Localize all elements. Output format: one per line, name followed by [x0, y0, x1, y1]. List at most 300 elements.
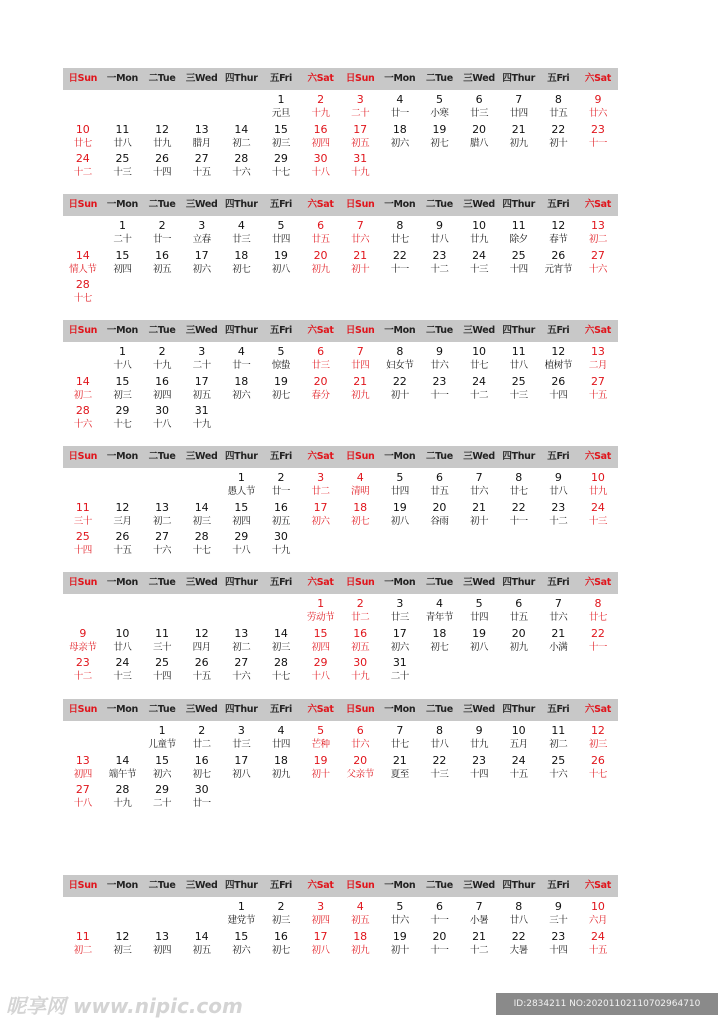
weekday-label: 三Wed — [463, 199, 495, 210]
day-number: 23 — [551, 500, 566, 514]
day-cell — [380, 724, 420, 754]
day-cell — [182, 724, 222, 754]
day-number: 14 — [234, 122, 249, 136]
lunar-label: 廿七 — [390, 739, 409, 750]
lunar-label: 廿一 — [271, 486, 291, 497]
day-cell — [103, 123, 143, 153]
lunar-label: 十五 — [192, 671, 211, 682]
day-cell — [182, 249, 222, 279]
day-number: 17 — [234, 753, 249, 767]
day-number: 3 — [396, 597, 404, 610]
day-number: 9 — [594, 93, 602, 106]
weekday-label: 一Mon — [384, 199, 416, 210]
day-cell — [182, 754, 222, 784]
day-cell — [499, 930, 539, 960]
empty-cell — [142, 900, 182, 930]
day-number: 21 — [551, 626, 566, 640]
weekday-label: 六Sat — [307, 704, 334, 715]
empty-cell — [103, 724, 143, 754]
day-cell — [459, 471, 499, 501]
day-cell — [420, 345, 460, 375]
month-block — [63, 572, 618, 686]
day-number: 1 — [237, 471, 245, 484]
day-number: 27 — [194, 152, 209, 165]
weekday-label: 日Sun — [68, 199, 98, 210]
lunar-label: 二十 — [113, 234, 132, 245]
day-number: 15 — [234, 929, 249, 943]
day-cell — [261, 656, 301, 686]
day-number: 7 — [475, 471, 483, 484]
weekday-label: 四Thur — [502, 451, 536, 462]
day-number: 26 — [155, 152, 170, 165]
lunar-label: 十三 — [113, 167, 132, 178]
day-cell — [182, 375, 222, 405]
weekday-label: 五Fri — [269, 577, 292, 588]
day-cell — [142, 219, 182, 249]
lunar-label: 十九 — [351, 671, 370, 682]
lunar-label: 初四 — [152, 944, 172, 956]
lunar-label: 十六 — [73, 419, 92, 430]
day-number: 31 — [392, 656, 407, 669]
day-number: 27 — [590, 374, 605, 388]
day-cell — [301, 627, 341, 657]
day-cell — [340, 900, 380, 930]
day-number: 17 — [313, 929, 328, 943]
day-number: 5 — [475, 597, 483, 610]
day-number: 4 — [237, 345, 245, 358]
lunar-label: 初五 — [271, 515, 291, 527]
day-grid — [63, 597, 618, 686]
lunar-label: 二十 — [351, 108, 370, 119]
day-number: 10 — [115, 626, 130, 640]
day-number: 8 — [396, 345, 404, 358]
lunar-label: 廿六 — [351, 739, 370, 750]
day-number: 10 — [472, 219, 487, 232]
day-number: 14 — [194, 929, 209, 943]
day-cell — [63, 123, 103, 153]
lunar-label: 十三 — [469, 263, 489, 275]
day-number: 15 — [273, 122, 288, 136]
day-cell — [222, 724, 262, 754]
lunar-label: 十二 — [469, 389, 489, 401]
month-block — [63, 699, 618, 813]
day-number: 22 — [590, 626, 605, 640]
lunar-label: 初十 — [469, 515, 489, 527]
day-cell — [301, 724, 341, 754]
day-cell — [142, 783, 182, 813]
lunar-label: 初二 — [152, 515, 172, 527]
day-cell — [539, 501, 579, 531]
lunar-label: 初五 — [192, 944, 211, 956]
day-number: 25 — [511, 248, 526, 262]
day-cell — [380, 930, 420, 960]
weekday-label: 一Mon — [384, 73, 416, 84]
day-number: 15 — [115, 374, 130, 388]
day-number: 15 — [155, 753, 170, 767]
lunar-label: 初四 — [73, 768, 92, 780]
day-cell — [222, 530, 262, 560]
day-number: 7 — [515, 93, 523, 106]
lunar-label: 初三 — [192, 515, 211, 527]
day-number: 21 — [392, 753, 407, 767]
day-cell — [459, 900, 499, 930]
lunar-label: 十三 — [509, 389, 528, 401]
day-number: 13 — [590, 345, 605, 358]
weekday-label: 六Sat — [584, 704, 611, 715]
weekday-label: 一Mon — [106, 577, 138, 588]
weekday-label: 三Wed — [185, 704, 218, 715]
day-number: 1 — [158, 724, 166, 737]
lunar-label: 十六 — [232, 167, 251, 178]
day-number: 6 — [435, 900, 443, 913]
day-cell — [63, 249, 103, 279]
day-number: 3 — [356, 93, 364, 106]
day-number: 9 — [435, 219, 443, 232]
day-grid — [63, 471, 618, 560]
day-cell — [261, 471, 301, 501]
day-cell — [63, 754, 103, 784]
empty-cell — [63, 597, 103, 627]
lunar-label: 十九 — [271, 545, 291, 556]
lunar-label: 初六 — [152, 768, 172, 780]
weekday-label: 四Thur — [502, 704, 536, 715]
day-number: 16 — [273, 500, 288, 514]
day-cell — [222, 930, 262, 960]
lunar-label: 廿三 — [232, 234, 251, 245]
day-cell — [301, 249, 341, 279]
day-cell — [261, 530, 301, 560]
day-number: 17 — [313, 500, 328, 514]
day-cell — [499, 471, 539, 501]
lunar-label: 廿八 — [549, 486, 568, 497]
day-number: 20 — [313, 374, 328, 388]
day-cell — [539, 93, 579, 123]
day-number: 16 — [273, 929, 288, 943]
lunar-label: 十八 — [152, 419, 172, 430]
day-number: 7 — [356, 345, 364, 358]
weekday-label: 六Sat — [584, 73, 611, 84]
weekday-label: 六Sat — [307, 880, 334, 891]
lunar-label: 四月 — [192, 641, 211, 653]
day-number: 24 — [511, 753, 526, 767]
day-number: 9 — [435, 345, 443, 358]
weekday-label: 三Wed — [185, 451, 218, 462]
lunar-label: 十五 — [113, 545, 132, 556]
weekday-label: 三Wed — [463, 73, 495, 84]
lunar-label: 廿九 — [152, 137, 172, 149]
day-number: 3 — [317, 471, 325, 484]
day-cell — [261, 627, 301, 657]
day-cell — [222, 249, 262, 279]
weekday-label: 五Fri — [269, 325, 292, 336]
day-number: 24 — [590, 500, 605, 514]
lunar-label: 十五 — [588, 389, 608, 401]
day-cell — [578, 597, 618, 627]
lunar-label: 初八 — [469, 641, 489, 653]
day-number: 24 — [115, 656, 130, 669]
lunar-label: 二十 — [390, 671, 409, 682]
weekday-label: 日Sun — [345, 704, 375, 715]
lunar-label: 十六 — [232, 671, 251, 682]
day-number: 27 — [75, 783, 90, 796]
lunar-label: 初七 — [430, 137, 449, 149]
lunar-label: 初十 — [390, 944, 409, 956]
weekday-header — [63, 699, 618, 721]
day-number: 9 — [554, 471, 562, 484]
lunar-label: 廿九 — [469, 234, 489, 245]
lunar-label: 廿八 — [113, 137, 132, 149]
lunar-label: 十一 — [509, 515, 528, 527]
lunar-label: 廿六 — [351, 234, 370, 245]
day-cell — [301, 754, 341, 784]
day-number: 23 — [432, 248, 447, 262]
day-cell — [103, 404, 143, 434]
day-number: 8 — [554, 93, 562, 106]
lunar-label: 十二 — [469, 944, 489, 956]
day-number: 4 — [237, 219, 245, 232]
lunar-label: 廿六 — [390, 915, 409, 926]
day-number: 30 — [313, 152, 328, 165]
lunar-label: 建党节 — [227, 915, 255, 926]
day-number: 11 — [511, 345, 526, 358]
day-number: 2 — [277, 471, 285, 484]
day-cell — [182, 627, 222, 657]
day-number: 23 — [432, 374, 447, 388]
lunar-label: 初三 — [113, 944, 132, 956]
day-number: 13 — [155, 500, 170, 514]
lunar-label: 十八 — [232, 545, 251, 556]
month-block — [63, 875, 618, 959]
day-cell — [103, 627, 143, 657]
lunar-label: 廿一 — [390, 108, 409, 119]
weekday-label: 六Sat — [307, 73, 334, 84]
day-cell — [459, 219, 499, 249]
lunar-label: 初四 — [152, 389, 172, 401]
day-cell — [420, 930, 460, 960]
day-cell — [63, 930, 103, 960]
lunar-label: 六月 — [588, 915, 608, 926]
lunar-label: 十八 — [73, 798, 92, 809]
day-cell — [103, 345, 143, 375]
lunar-label: 初五 — [351, 137, 370, 149]
lunar-label: 初八 — [271, 263, 291, 275]
lunar-label: 十三 — [113, 671, 132, 682]
day-number: 26 — [551, 374, 566, 388]
day-cell — [142, 930, 182, 960]
weekday-label: 三Wed — [185, 73, 218, 84]
day-number: 13 — [194, 122, 209, 136]
weekday-label: 五Fri — [269, 199, 292, 210]
day-grid — [63, 724, 618, 813]
day-number: 18 — [392, 122, 407, 136]
day-cell — [261, 501, 301, 531]
lunar-label: 廿八 — [113, 641, 132, 653]
lunar-label: 初五 — [351, 641, 370, 653]
lunar-label: 儿童节 — [148, 739, 176, 750]
day-cell — [142, 627, 182, 657]
lunar-label: 十三 — [430, 768, 449, 780]
day-cell — [340, 501, 380, 531]
empty-cell — [182, 93, 222, 123]
lunar-label: 初六 — [192, 263, 211, 275]
lunar-label: 父亲节 — [346, 768, 374, 780]
day-number: 25 — [551, 753, 566, 767]
day-cell — [222, 219, 262, 249]
day-number: 13 — [234, 626, 249, 640]
day-cell — [301, 597, 341, 627]
empty-cell — [182, 900, 222, 930]
day-number: 19 — [432, 122, 447, 136]
day-cell — [142, 404, 182, 434]
day-number: 1 — [317, 597, 325, 610]
day-number: 4 — [396, 93, 404, 106]
lunar-label: 初八 — [232, 768, 251, 780]
day-number: 20 — [432, 500, 447, 514]
day-cell — [459, 93, 499, 123]
empty-cell — [63, 471, 103, 501]
weekday-label: 五Fri — [269, 73, 292, 84]
lunar-label: 廿六 — [549, 612, 568, 623]
day-cell — [459, 930, 499, 960]
lunar-label: 廿七 — [73, 137, 92, 149]
lunar-label: 十三 — [588, 515, 608, 527]
lunar-label: 十二 — [430, 263, 449, 275]
lunar-label: 廿一 — [152, 234, 172, 245]
day-cell — [63, 152, 103, 182]
day-number: 13 — [75, 753, 90, 767]
day-number: 23 — [75, 656, 90, 669]
day-cell — [499, 900, 539, 930]
weekday-label: 一Mon — [106, 325, 138, 336]
day-number: 25 — [511, 374, 526, 388]
day-cell — [578, 754, 618, 784]
day-cell — [539, 249, 579, 279]
day-cell — [63, 783, 103, 813]
day-number: 10 — [590, 471, 605, 484]
lunar-label: 十四 — [549, 389, 568, 401]
day-cell — [222, 471, 262, 501]
lunar-label: 初四 — [232, 515, 251, 527]
weekday-label: 四Thur — [224, 325, 258, 336]
lunar-label: 初六 — [232, 389, 251, 401]
day-number: 6 — [356, 724, 364, 737]
lunar-label: 初九 — [351, 944, 370, 956]
weekday-label: 四Thur — [224, 577, 258, 588]
day-number: 5 — [277, 219, 285, 232]
day-number: 11 — [155, 626, 170, 640]
day-cell — [222, 501, 262, 531]
day-number: 1 — [118, 345, 126, 358]
day-number: 28 — [75, 278, 90, 291]
weekday-label: 三Wed — [463, 880, 495, 891]
lunar-label: 三十 — [549, 915, 568, 926]
lunar-label: 初六 — [232, 944, 251, 956]
lunar-label: 廿四 — [351, 360, 370, 371]
lunar-label: 十七 — [113, 419, 132, 430]
day-number: 11 — [75, 929, 90, 943]
weekday-label: 四Thur — [224, 704, 258, 715]
day-number: 27 — [155, 530, 170, 543]
day-cell — [222, 152, 262, 182]
day-number: 5 — [396, 471, 404, 484]
lunar-label: 小暑 — [469, 915, 489, 926]
day-number: 21 — [472, 929, 487, 943]
lunar-label: 初九 — [271, 768, 291, 780]
lunar-label: 端午节 — [108, 768, 137, 780]
day-number: 29 — [115, 404, 130, 417]
lunar-label: 初三 — [271, 137, 291, 149]
lunar-label: 廿八 — [430, 739, 449, 750]
weekday-label: 一Mon — [106, 704, 138, 715]
lunar-label: 立春 — [192, 234, 211, 245]
day-number: 4 — [356, 900, 364, 913]
day-cell — [578, 724, 618, 754]
day-cell — [142, 656, 182, 686]
lunar-label: 初四 — [311, 641, 330, 653]
day-cell — [499, 597, 539, 627]
day-cell — [380, 219, 420, 249]
day-cell — [539, 375, 579, 405]
day-cell — [578, 219, 618, 249]
empty-cell — [63, 724, 103, 754]
weekday-label: 一Mon — [384, 451, 416, 462]
lunar-label: 腊八 — [469, 137, 489, 149]
lunar-label: 初二 — [73, 944, 92, 956]
day-number: 14 — [194, 500, 209, 514]
day-number: 12 — [155, 122, 170, 136]
lunar-label: 初三 — [113, 389, 132, 401]
lunar-label: 十四 — [549, 944, 568, 956]
lunar-label: 十七 — [192, 545, 211, 556]
month-block — [63, 68, 618, 182]
day-number: 6 — [317, 219, 325, 232]
lunar-label: 十九 — [192, 419, 211, 430]
day-number: 11 — [75, 500, 90, 514]
day-cell — [459, 501, 499, 531]
day-cell — [459, 345, 499, 375]
day-number: 25 — [75, 530, 90, 543]
day-grid — [63, 219, 618, 308]
day-cell — [222, 754, 262, 784]
day-cell — [103, 930, 143, 960]
day-cell — [340, 724, 380, 754]
day-cell — [340, 656, 380, 686]
day-cell — [578, 471, 618, 501]
day-number: 12 — [115, 500, 130, 514]
day-cell — [578, 900, 618, 930]
day-cell — [142, 375, 182, 405]
lunar-label: 春分 — [311, 389, 330, 401]
weekday-label: 四Thur — [224, 451, 258, 462]
day-cell — [340, 471, 380, 501]
day-number: 2 — [317, 93, 325, 106]
day-grid — [63, 93, 618, 182]
lunar-label: 廿三 — [390, 612, 409, 623]
lunar-label: 廿二 — [192, 739, 211, 750]
day-cell — [499, 627, 539, 657]
lunar-label: 初七 — [192, 768, 211, 780]
day-number: 26 — [115, 530, 130, 543]
lunar-label: 十二 — [73, 167, 92, 178]
weekday-label: 二Tue — [425, 451, 453, 462]
empty-cell — [63, 93, 103, 123]
day-number: 20 — [511, 626, 526, 640]
lunar-label: 清明 — [351, 486, 370, 497]
lunar-label: 廿四 — [271, 234, 291, 245]
day-cell — [459, 754, 499, 784]
lunar-label: 十八 — [311, 671, 330, 682]
lunar-label: 初九 — [351, 389, 370, 401]
